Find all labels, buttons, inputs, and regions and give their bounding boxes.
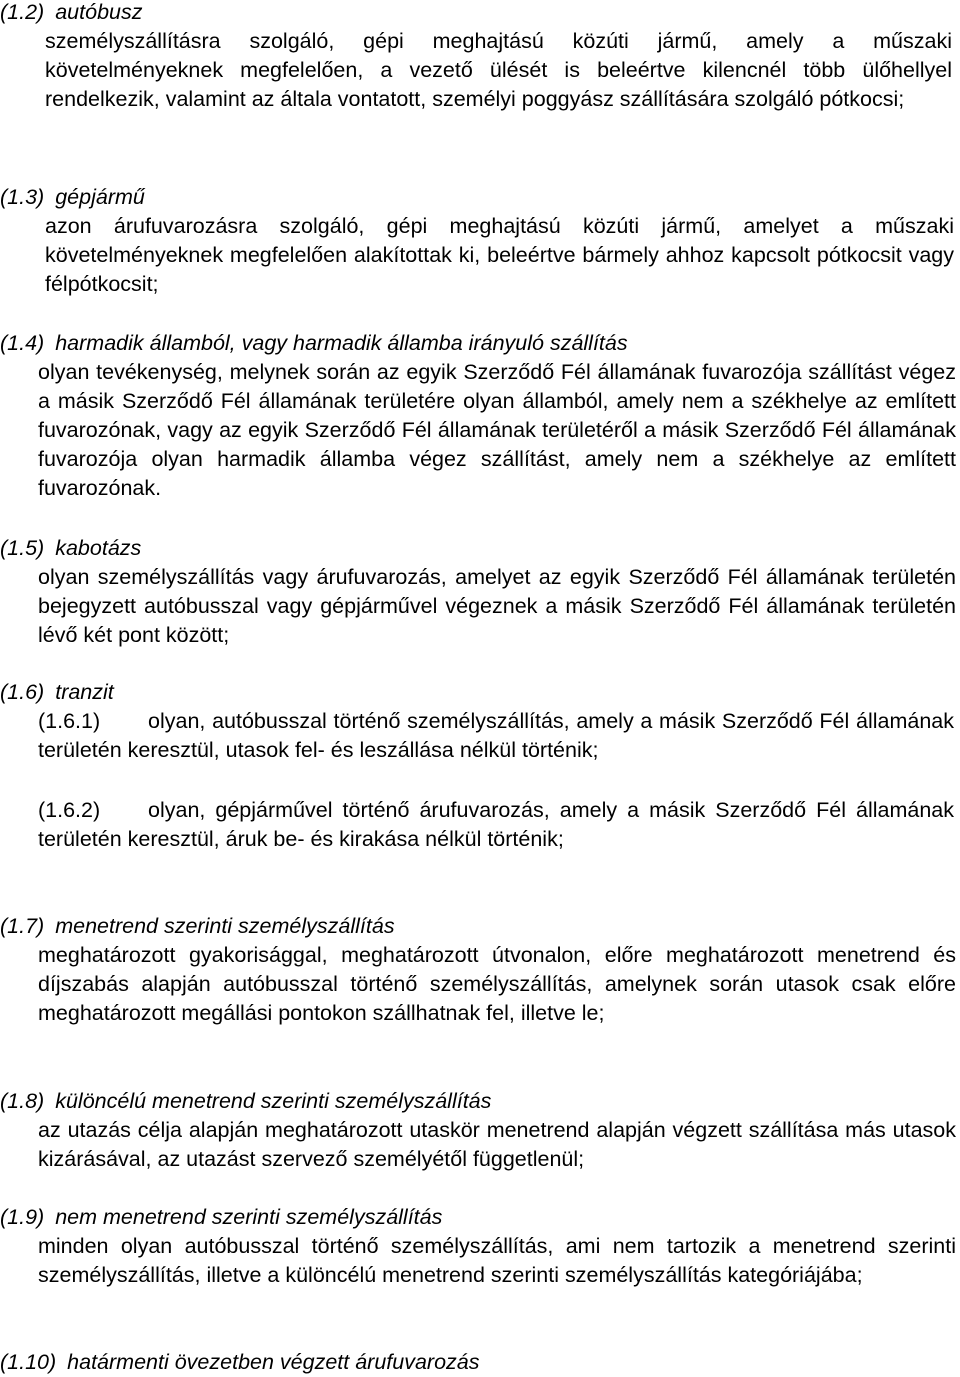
definition-number: (1.10) <box>0 1350 57 1374</box>
definition-heading <box>0 329 628 358</box>
definition-term: különcélú menetrend szerinti személyszállítás <box>55 1089 492 1113</box>
definition-heading <box>0 534 141 563</box>
definition-number: (1.3) <box>0 185 45 209</box>
subitem-text: olyan, autóbusszal történő személyszállítás, amely a másik Szerződő Fél államának területén keresztül, utasok fel- és leszállása nélkül történik; <box>38 709 954 762</box>
definition-number: (1.9) <box>0 1205 45 1229</box>
definition-text: az utazás célja alapján meghatározott utaskör menetrend alapján végzett szállítása más utasok kizárásával, az utazást szervező személyétől függetlenül; <box>38 1118 956 1171</box>
subitem-number: (1.6.1) <box>38 709 101 733</box>
definition-heading <box>0 183 145 212</box>
definition-heading <box>0 0 142 27</box>
definition-term: menetrend szerinti személyszállítás <box>55 914 395 938</box>
definition-heading <box>0 678 114 707</box>
definition-number: (1.7) <box>0 914 45 938</box>
definition-term: tranzit <box>55 680 114 704</box>
definition-text: minden olyan autóbusszal történő személyszállítás, ami nem tartozik a menetrend szerinti személyszállítás, illetve a különcélú menetrend szerinti személyszállítás kategóriájába; <box>38 1234 956 1287</box>
definition-heading <box>0 1203 442 1232</box>
definition-term: autóbusz <box>55 0 143 24</box>
definition-term: nem menetrend szerinti személyszállítás <box>55 1205 443 1229</box>
definition-text: személyszállításra szolgáló, gépi meghajtású közúti jármű, amely a műszaki követelményeknek megfelelően, a vezető ülését is beleértve kilencnél több ülőhellyel rendelkezik, valamint az általa vontatott, személyi poggyász szállítására szolgáló pótkocsi; <box>45 29 952 111</box>
definition-text: azon árufuvarozásra szolgáló, gépi meghajtású közúti jármű, amelyet a műszaki követelményeknek megfelelően alakítottak ki, beleértve bármely ahhoz kapcsolt pótkocsit vagy félpótkocsit; <box>45 214 954 296</box>
definition-number: (1.8) <box>0 1089 45 1113</box>
definition-number: (1.5) <box>0 536 45 560</box>
definition-number: (1.4) <box>0 331 45 355</box>
definition-number: (1.2) <box>0 0 45 24</box>
definition-heading <box>0 1087 491 1116</box>
definition-heading <box>0 912 395 941</box>
definition-text: olyan személyszállítás vagy árufuvarozás, amelyet az egyik Szerződő Fél államának területén bejegyzett autóbusszal vagy gépjárművel végeznek a másik Szerződő Fél államának területén lévő két pont között; <box>38 565 956 647</box>
definition-term: kabotázs <box>55 536 142 560</box>
subitem-text: olyan, gépjárművel történő árufuvarozás, amely a másik Szerződő Fél államának területén keresztül, áruk be- és kirakása nélkül történik; <box>38 798 954 851</box>
definition-text: meghatározott gyakorisággal, meghatározott útvonalon, előre meghatározott menetrend és díjszabás alapján autóbusszal történő személyszállítás, amelynek során utasok csak előre meghatározott megállási pontokon szállhatnak fel, illetve le; <box>38 943 956 1025</box>
definition-term: harmadik államból, vagy harmadik államba irányuló szállítás <box>55 331 628 355</box>
definition-number: (1.6) <box>0 680 45 704</box>
definition-text: olyan tevékenység, melynek során az egyik Szerződő Fél államának fuvarozója szállítást végez a másik Szerződő Fél államának területére olyan államból, amely nem a székhelye az említett fuvarozónak, vagy az egyik Szerződő Fél államának területéről a másik Szerződő Fél államának fuvarozója olyan harmadik államba végez szállítást, amely nem a székhelye az említett fuvarozónak. <box>38 360 956 500</box>
subitem-1-6-1 <box>38 707 954 765</box>
definition-term: gépjármű <box>55 185 145 209</box>
definition-term: határmenti övezetben végzett árufuvarozás <box>67 1350 480 1374</box>
definition-heading <box>0 1348 480 1377</box>
subitem-1-6-2 <box>38 796 954 854</box>
subitem-number: (1.6.2) <box>38 798 101 822</box>
